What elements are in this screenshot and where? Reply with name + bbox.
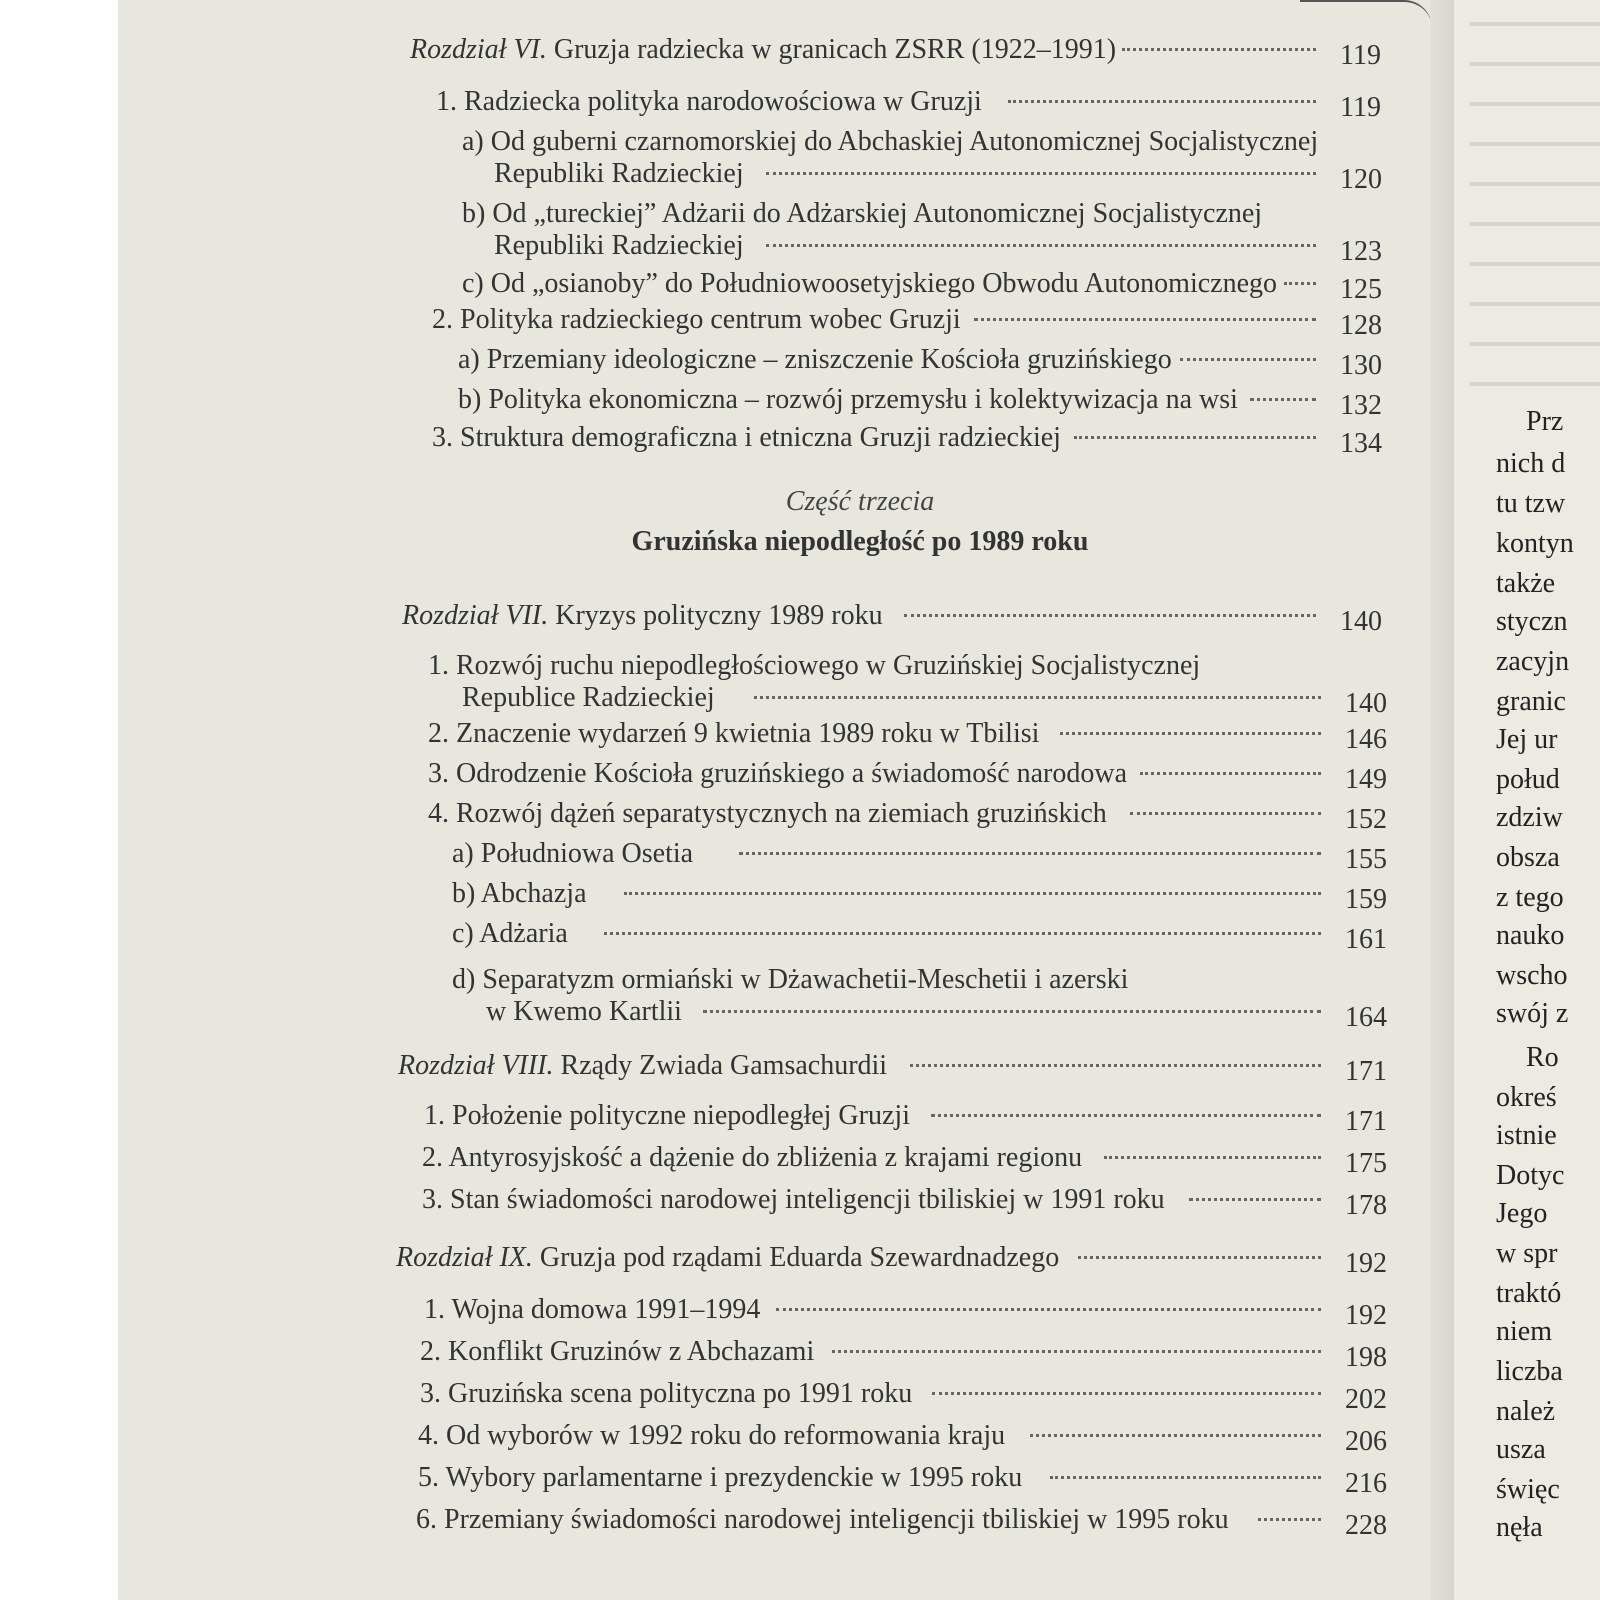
dot-leader bbox=[1122, 38, 1316, 51]
toc-page-number: 146 bbox=[1345, 724, 1387, 755]
toc-entry-title: 3. Struktura demograficzna i etniczna Gruzji radzieckiej bbox=[432, 422, 1061, 453]
toc-entry-title: 3. Odrodzenie Kościoła gruzińskiego a świadomość narodowa bbox=[428, 758, 1128, 789]
toc-entry bbox=[462, 680, 1400, 719]
right-page-line: w spr bbox=[1496, 1238, 1558, 1269]
toc-entry-title: a) Od guberni czarnomorskiej do Abchaskiej Autonomicznej Socjalistycznej bbox=[462, 126, 1319, 157]
toc-entry bbox=[416, 1502, 1400, 1541]
toc-entry bbox=[486, 994, 1400, 1033]
toc-entry bbox=[428, 716, 1400, 755]
toc-entry-title: b) Polityka ekonomiczna – rozwój przemysłu i kolektywizacja na wsi bbox=[458, 384, 1238, 415]
right-page-line: Prz bbox=[1526, 406, 1564, 437]
toc-page-number: 171 bbox=[1345, 1106, 1387, 1137]
toc-entry-title: 3. Gruzińska scena polityczna po 1991 roku bbox=[420, 1378, 913, 1409]
toc-page-number: 128 bbox=[1340, 310, 1382, 341]
toc-entry bbox=[436, 84, 1400, 123]
dot-leader bbox=[1074, 426, 1316, 439]
toc-page-number: 159 bbox=[1345, 884, 1387, 915]
toc-entry bbox=[420, 1334, 1400, 1373]
toc-page-number: 161 bbox=[1345, 924, 1387, 955]
right-page-line: granic bbox=[1496, 686, 1566, 717]
toc-entry-title: 2. Konflikt Gruzinów z Abchazami bbox=[420, 1336, 815, 1367]
right-page-line: Jej ur bbox=[1496, 724, 1558, 755]
toc-entry bbox=[398, 1048, 1400, 1087]
right-page-line: wscho bbox=[1496, 960, 1568, 991]
dot-leader bbox=[754, 686, 1321, 699]
toc-entry-title: 4. Rozwój dążeń separatystycznych na ziemiach gruzińskich bbox=[428, 798, 1107, 829]
dot-leader bbox=[1104, 1146, 1321, 1159]
toc-entry-title: Republiki Radzieckiej bbox=[494, 230, 744, 261]
dot-leader bbox=[832, 1340, 1321, 1353]
right-page-line: święc bbox=[1496, 1474, 1560, 1505]
toc-page-number: 192 bbox=[1345, 1300, 1387, 1331]
toc-page-number: 216 bbox=[1345, 1468, 1387, 1499]
toc-page-number: 120 bbox=[1340, 164, 1382, 195]
toc-entry-title: 6. Przemiany świadomości narodowej inteligencji tbiliskiej w 1995 roku bbox=[416, 1504, 1229, 1535]
toc-entry bbox=[452, 836, 1400, 875]
dot-leader bbox=[931, 1104, 1321, 1117]
show-through-text bbox=[1470, 0, 1600, 400]
toc-entry bbox=[428, 796, 1400, 835]
toc-entry-title: 1. Rozwój ruchu niepodległościowego w Gruzińskiej Socjalistycznej bbox=[428, 650, 1201, 681]
toc-entry bbox=[452, 962, 1400, 998]
toc-page-number: 164 bbox=[1345, 1002, 1387, 1033]
toc-entry bbox=[452, 916, 1400, 955]
toc-entry bbox=[462, 196, 1400, 232]
toc-page-number: 198 bbox=[1345, 1342, 1387, 1373]
toc-page-number: 175 bbox=[1345, 1148, 1387, 1179]
toc-entry bbox=[432, 302, 1400, 341]
dot-leader bbox=[703, 1000, 1321, 1013]
toc-entry-title: Republiki Radzieckiej bbox=[494, 158, 744, 189]
dot-leader bbox=[904, 604, 1316, 617]
dot-leader bbox=[1140, 762, 1321, 775]
dot-leader bbox=[1258, 1508, 1321, 1521]
toc-entry-title: a) Południowa Osetia bbox=[452, 838, 694, 869]
right-page-line: istnie bbox=[1496, 1120, 1557, 1151]
dot-leader bbox=[1284, 272, 1316, 285]
page-edge-curve bbox=[1300, 0, 1432, 28]
right-page-line: traktó bbox=[1496, 1278, 1562, 1309]
toc-entry bbox=[494, 156, 1400, 195]
dot-leader bbox=[766, 162, 1316, 175]
toc-entry-title: a) Przemiany ideologiczne – zniszczenie Kościoła gruzińskiego bbox=[458, 344, 1172, 375]
dot-leader bbox=[1030, 1424, 1321, 1437]
dot-leader bbox=[776, 1298, 1321, 1311]
part-label: Część trzecia bbox=[785, 486, 935, 517]
toc-entry bbox=[420, 1376, 1400, 1415]
toc-page-number: 140 bbox=[1345, 688, 1387, 719]
toc-page-number: 228 bbox=[1345, 1510, 1387, 1541]
toc-page-number: 134 bbox=[1340, 428, 1382, 459]
toc-entry-title: Rozdział VI. Gruzja radziecka w granicach ZSRR (1922–1991) bbox=[410, 34, 1117, 65]
dot-leader bbox=[910, 1054, 1321, 1067]
right-page-line: nęła bbox=[1496, 1512, 1543, 1543]
dot-leader bbox=[1060, 722, 1321, 735]
toc-page-number: 206 bbox=[1345, 1426, 1387, 1457]
toc-entry bbox=[410, 32, 1400, 71]
toc-entry-title: b) Od „tureckiej” Adżarii do Adżarskiej Autonomicznej Socjalistycznej bbox=[462, 198, 1263, 229]
right-page-line: połud bbox=[1496, 764, 1560, 795]
chapter-label: Rozdział VI. bbox=[410, 34, 547, 65]
toc-entry-title: 4. Od wyborów w 1992 roku do reformowania kraju bbox=[418, 1420, 1006, 1451]
right-page-line: tu tzw bbox=[1496, 488, 1566, 519]
toc-entry bbox=[424, 1292, 1400, 1331]
toc-entry-title: w Kwemo Kartlii bbox=[486, 996, 682, 1027]
toc-page-number: 171 bbox=[1345, 1056, 1387, 1087]
toc-entry bbox=[402, 598, 1400, 637]
toc-entry bbox=[458, 342, 1400, 381]
toc-page-number: 152 bbox=[1345, 804, 1387, 835]
toc-page-number: 119 bbox=[1340, 92, 1381, 123]
toc-page-number: 130 bbox=[1340, 350, 1382, 381]
toc-entry bbox=[396, 1240, 1400, 1279]
dot-leader bbox=[974, 308, 1316, 321]
toc-entry bbox=[452, 876, 1400, 915]
chapter-label: Rozdział VII. bbox=[402, 600, 549, 631]
toc-entry-title: 2. Antyrosyjskość a dążenie do zbliżenia z krajami regionu bbox=[422, 1142, 1083, 1173]
right-page-line: Dotyc bbox=[1496, 1160, 1565, 1191]
toc-page-number: 123 bbox=[1340, 236, 1382, 267]
toc-entry bbox=[418, 1460, 1400, 1499]
toc-entry-title: 2. Znaczenie wydarzeń 9 kwietnia 1989 roku w Tbilisi bbox=[428, 718, 1040, 749]
right-page-line: kontyn bbox=[1496, 528, 1574, 559]
dot-leader bbox=[1050, 1466, 1321, 1479]
dot-leader bbox=[1008, 90, 1316, 103]
toc-entry-title: Rozdział VII. Kryzys polityczny 1989 roku bbox=[402, 600, 883, 631]
right-page-line: obsza bbox=[1496, 842, 1560, 873]
right-page-line: zdziw bbox=[1496, 802, 1563, 833]
toc-entry-title: 3. Stan świadomości narodowej inteligencji tbiliskiej w 1991 roku bbox=[422, 1184, 1165, 1215]
toc-entry-title: c) Od „osianoby” do Południowoosetyjskiego Obwodu Autonomicznego bbox=[462, 268, 1278, 299]
right-page-line: Ro bbox=[1526, 1042, 1559, 1073]
dot-leader bbox=[739, 842, 1321, 855]
right-page-line: Jego bbox=[1496, 1198, 1548, 1229]
toc-entry bbox=[424, 1098, 1400, 1137]
toc-entry bbox=[458, 382, 1400, 421]
toc-entry bbox=[428, 756, 1400, 795]
toc-entry bbox=[418, 1418, 1400, 1457]
toc-entry bbox=[432, 420, 1400, 459]
dot-leader bbox=[766, 234, 1316, 247]
toc-page-number: 119 bbox=[1340, 40, 1381, 71]
toc-page-number: 125 bbox=[1340, 274, 1382, 305]
right-page-line: także bbox=[1496, 568, 1556, 599]
toc-entry bbox=[428, 648, 1400, 684]
toc-entry-title: 1. Radziecka polityka narodowościowa w Gruzji bbox=[436, 86, 982, 117]
toc-entry-title: Republice Radzieckiej bbox=[462, 682, 715, 713]
toc-entry-title: c) Adżaria bbox=[452, 918, 568, 949]
dot-leader bbox=[1078, 1246, 1321, 1259]
dot-leader bbox=[604, 922, 1321, 935]
part-title: Gruzińska niepodległość po 1989 roku bbox=[631, 526, 1089, 557]
right-page-line: należ bbox=[1496, 1396, 1556, 1427]
right-page-line: swój z bbox=[1496, 998, 1569, 1029]
toc-entry-title: Rozdział VIII. Rządy Zwiada Gamsachurdii bbox=[398, 1050, 888, 1081]
right-page-line: liczba bbox=[1496, 1356, 1563, 1387]
dot-leader bbox=[1250, 388, 1316, 401]
toc-entry-title: 5. Wybory parlamentarne i prezydenckie w 1995 roku bbox=[418, 1462, 1023, 1493]
right-page-line: zacyjn bbox=[1496, 646, 1570, 677]
chapter-label: Rozdział IX. bbox=[396, 1242, 533, 1273]
toc-page-number: 202 bbox=[1345, 1384, 1387, 1415]
toc-page-number: 178 bbox=[1345, 1190, 1387, 1221]
toc-entry-title: Rozdział IX. Gruzja pod rządami Eduarda Szewardnadzego bbox=[396, 1242, 1060, 1273]
right-page-line: niem bbox=[1496, 1316, 1552, 1347]
toc-entry-title: 2. Polityka radzieckiego centrum wobec Gruzji bbox=[432, 304, 961, 335]
dot-leader bbox=[1130, 802, 1321, 815]
right-page-line: z tego bbox=[1496, 882, 1564, 913]
toc-entry-title: b) Abchazja bbox=[452, 878, 587, 909]
dot-leader bbox=[1180, 348, 1316, 361]
chapter-label: Rozdział VIII. bbox=[398, 1050, 554, 1081]
right-page-line: usza bbox=[1496, 1434, 1546, 1465]
right-page-line: nich d bbox=[1496, 448, 1566, 479]
toc-page-number: 140 bbox=[1340, 606, 1382, 637]
toc-entry bbox=[422, 1182, 1400, 1221]
toc-page-number: 132 bbox=[1340, 390, 1382, 421]
toc-entry bbox=[422, 1140, 1400, 1179]
toc-entry-title: 1. Wojna domowa 1991–1994 bbox=[424, 1294, 761, 1325]
toc-page-number: 149 bbox=[1345, 764, 1387, 795]
toc-entry bbox=[462, 266, 1400, 305]
right-page-line: okreś bbox=[1496, 1082, 1557, 1113]
dot-leader bbox=[624, 882, 1321, 895]
right-page-line: styczn bbox=[1496, 606, 1568, 637]
toc-entry-title: d) Separatyzm ormiański w Dżawachetii-Meschetii i azerski bbox=[452, 964, 1129, 995]
dot-leader bbox=[932, 1382, 1321, 1395]
toc-page-number: 192 bbox=[1345, 1248, 1387, 1279]
dot-leader bbox=[1189, 1188, 1321, 1201]
toc-page-number: 155 bbox=[1345, 844, 1387, 875]
right-page-line: nauko bbox=[1496, 920, 1565, 951]
toc-entry bbox=[462, 124, 1400, 160]
toc-entry-title: 1. Położenie polityczne niepodległej Gruzji bbox=[424, 1100, 910, 1131]
toc-entry bbox=[494, 228, 1400, 267]
